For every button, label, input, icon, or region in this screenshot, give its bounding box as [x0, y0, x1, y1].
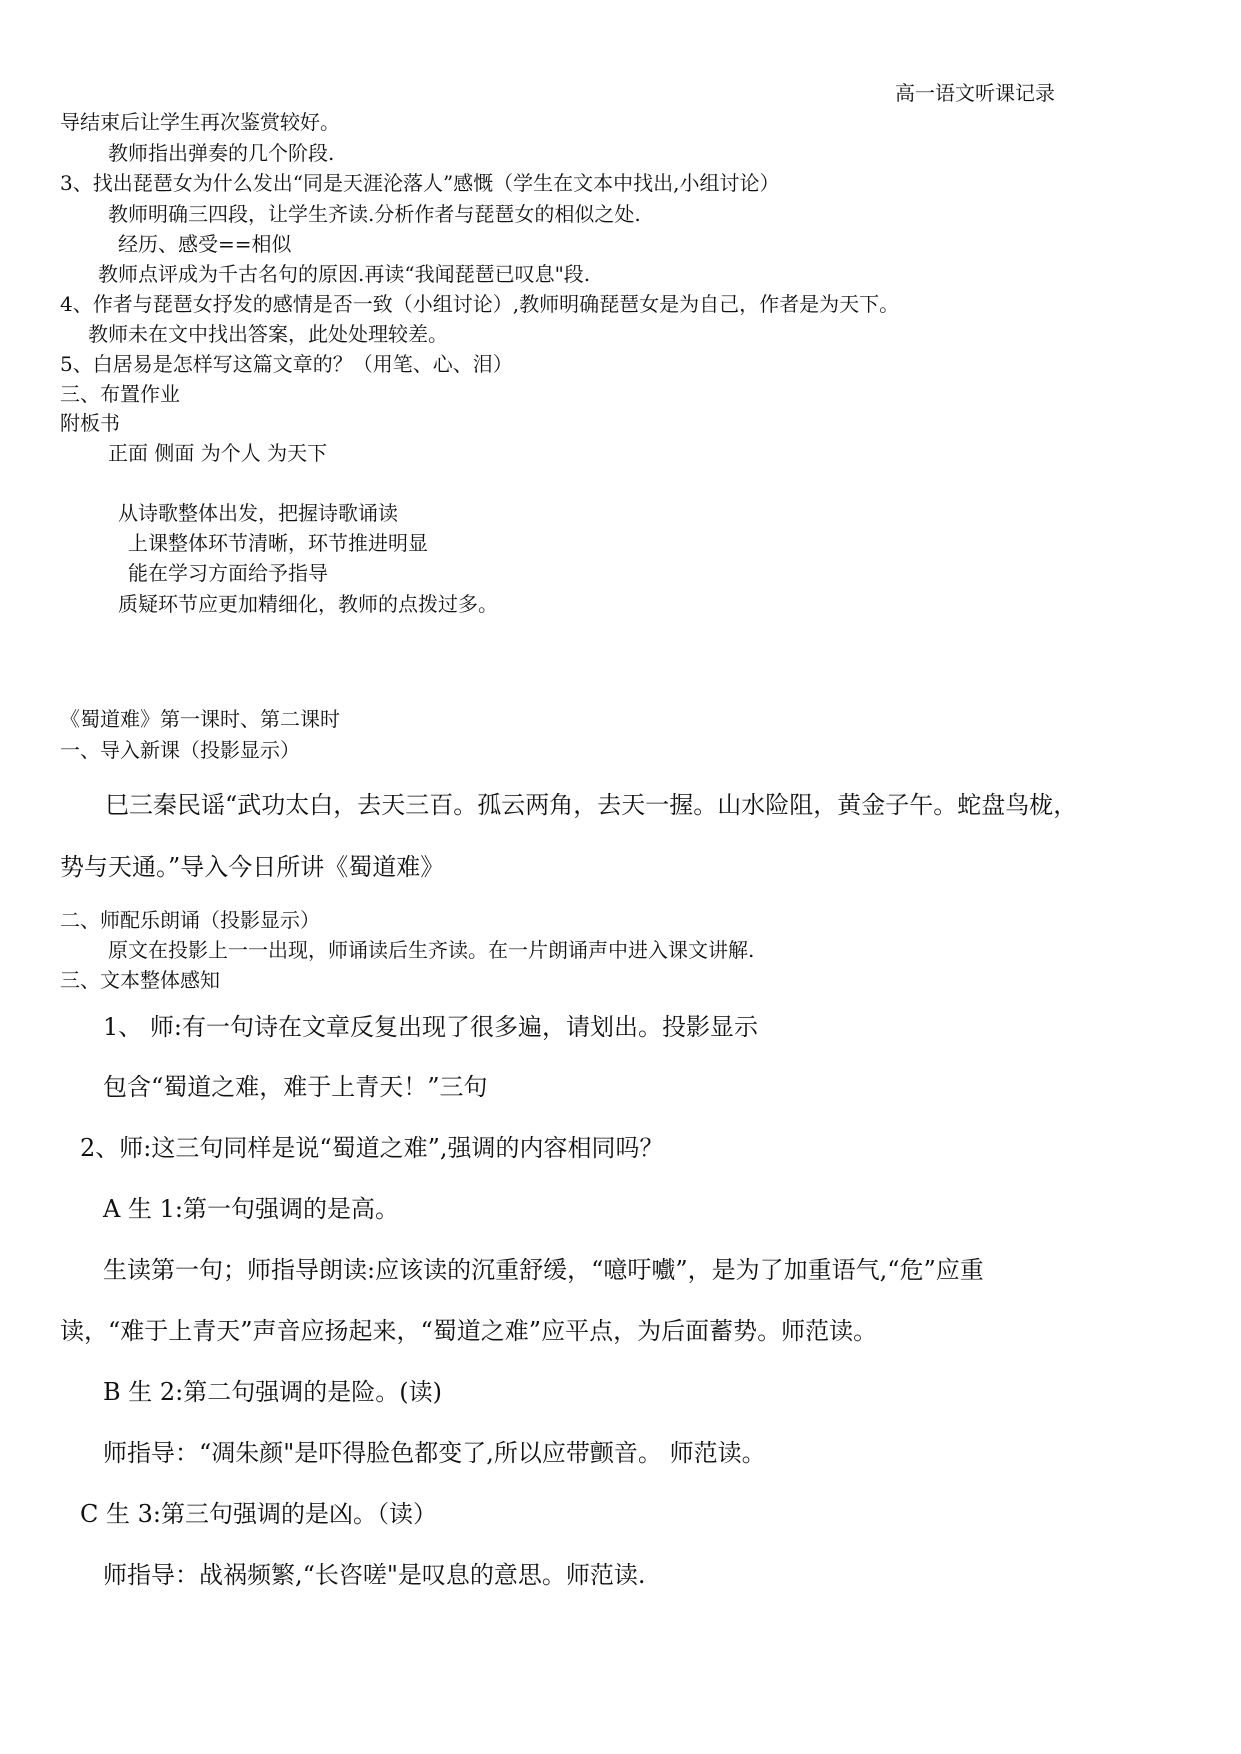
text-line: 2、师:这三句同样是说“蜀道之难”,强调的内容相同吗？ [80, 1134, 664, 1162]
section-heading: 三、布置作业 [60, 382, 180, 406]
text-line: A 生 1:第一句强调的是高。 [103, 1195, 399, 1223]
text-line: 教师点评成为千古名句的原因.再读“我闻琵琶已叹息"段. [98, 262, 591, 286]
section-heading: 二、师配乐朗诵（投影显示） [60, 908, 320, 932]
text-line: 师指导：“凋朱颜"是吓得脸色都变了,所以应带颤音。 师范读。 [103, 1439, 766, 1467]
text-line: 教师明确三四段，让学生齐读.分析作者与琵琶女的相似之处. [108, 202, 641, 226]
text-line: B 生 2:第二句强调的是险。(读) [103, 1378, 442, 1406]
text-line: 势与天通。”导入今日所讲《蜀道难》 [60, 853, 445, 881]
text-line: 经历、感受==相似 [118, 232, 292, 256]
page-header-title: 高一语文听课记录 [895, 81, 1055, 105]
text-line: 能在学习方面给予指导 [128, 561, 328, 585]
text-line: 教师未在文中找出答案，此处处理较差。 [88, 322, 448, 346]
text-line: 导结束后让学生再次鉴赏较好。 [60, 110, 340, 134]
text-line: 读，“难于上青天”声音应扬起来，“蜀道之难”应平点，为后面蓄势。师范读。 [60, 1317, 878, 1345]
text-line: 包含“蜀道之难，难于上青天！”三句 [103, 1073, 488, 1101]
text-line: 上课整体环节清晰，环节推进明显 [128, 531, 428, 555]
text-line: 1、 师:有一句诗在文章反复出现了很多遍，请划出。投影显示 [103, 1013, 758, 1041]
text-line: 巳三秦民谣“武功太白，去天三百。孤云两角，去天一握。山水险阻，黄金子午。蛇盘鸟栊， [105, 791, 1078, 819]
text-line: 从诗歌整体出发，把握诗歌诵读 [118, 501, 398, 525]
text-line: 4、作者与琵琶女抒发的感情是否一致（小组讨论）,教师明确琵琶女是为自己，作者是为天下。 [60, 292, 900, 316]
text-line: 原文在投影上一一出现，师诵读后生齐读。在一片朗诵声中进入课文讲解. [108, 938, 755, 962]
text-line: 教师指出弹奏的几个阶段. [108, 141, 335, 165]
text-line: 5、白居易是怎样写这篇文章的？（用笔、心、泪） [60, 352, 513, 376]
section-heading: 附板书 [60, 411, 120, 435]
text-line: 3、找出琵琶女为什么发出“同是天涯沦落人”感慨（学生在文本中找出,小组讨论） [60, 171, 780, 195]
text-line: 师指导：战祸频繁,“长咨嗟"是叹息的意思。师范读. [103, 1561, 646, 1589]
lesson-title: 《蜀道难》第一课时、第二课时 [60, 707, 340, 731]
section-heading: 三、文本整体感知 [60, 968, 220, 992]
section-heading: 一、导入新课（投影显示） [60, 738, 300, 762]
text-line: 生读第一句；师指导朗读:应该读的沉重舒缓，“噫吁嚱”，是为了加重语气,“危”应重 [103, 1256, 984, 1284]
text-line: C 生 3:第三句强调的是凶。（读） [80, 1500, 437, 1528]
text-line: 正面 侧面 为个人 为天下 [108, 441, 328, 465]
text-line: 质疑环节应更加精细化，教师的点拨过多。 [118, 592, 498, 616]
